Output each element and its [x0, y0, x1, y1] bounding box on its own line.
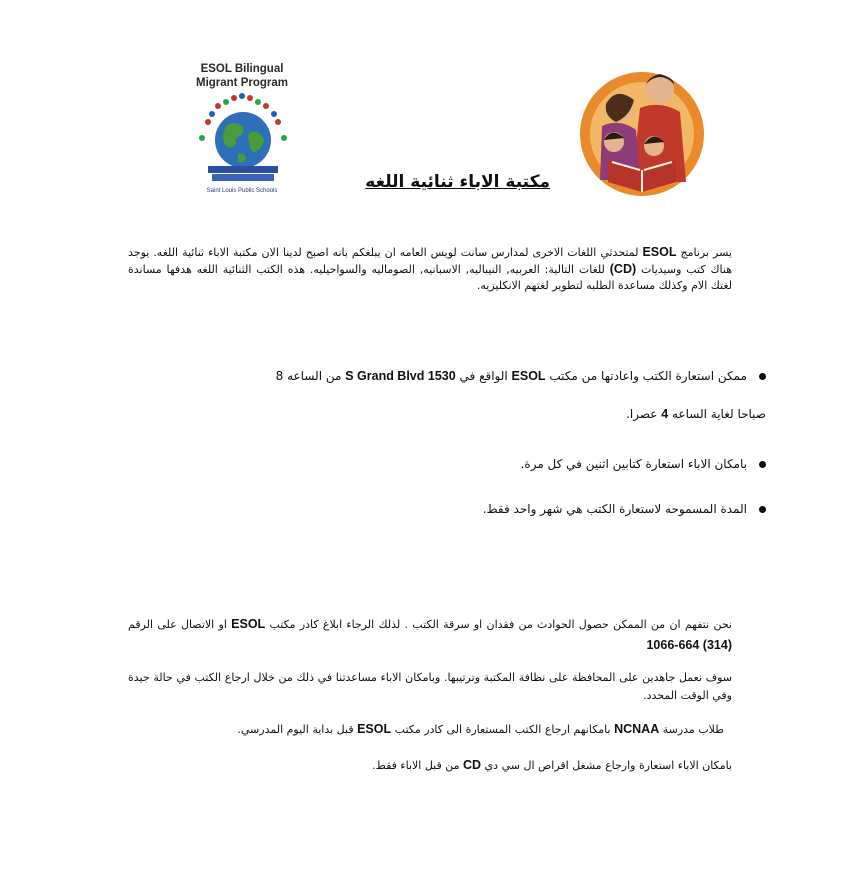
- notice-part1: نحن نتفهم ان من الممكن حصول الحوادث من فقدان او سرقة الكتب . لذلك الرجاء ابلاغ كادر مكتب: [265, 618, 732, 631]
- esol-program-logo: [176, 62, 308, 200]
- b1-part2: الواقع في: [455, 369, 512, 383]
- intro-esol: ESOL: [642, 245, 677, 259]
- b1-esol: ESOL: [511, 369, 546, 383]
- cd-part2: من قبل الاباء فقط.: [372, 759, 463, 772]
- bullet-icon: [759, 506, 766, 513]
- ncnaa-school: NCNAA: [614, 722, 660, 736]
- logo-title-line2: Migrant Program: [195, 77, 288, 89]
- cd-label: CD: [463, 758, 482, 772]
- logo-title-line1: ESOL Bilingual: [200, 63, 284, 75]
- notice-esol: ESOL: [231, 617, 266, 631]
- ncnaa-part1: طلاب مدرسة: [659, 723, 724, 736]
- notice-part2: او الاتصال على الرقم: [128, 618, 232, 631]
- intro-after: لمتحدثي اللغات الاخرى لمدارس سانت لويس العامه ان يبلغكم بانه اصبح لدينا الان مكتبة الاباء ثنائية اللغه. يوجد هناك كتب وسيديات: [128, 246, 732, 276]
- care-paragraph: سوف نعمل جاهدين على المحافظة على نظافة المكتبة وترتيبها. وبامكان الاباء مساعدتنا في ذلك من خلال ارجاع الكتب في حالة جيدة وفي الوقت المحدد.: [128, 671, 732, 702]
- bullet-icon: [759, 461, 766, 468]
- b2-text: بامكان الاباء استعارة كتابين اثنين في كل مرة.: [520, 457, 747, 471]
- ncnaa-paragraph: [128, 721, 724, 738]
- b1-cont-part1: صباحا لغاية الساعه: [668, 407, 766, 421]
- intro-cd: (CD): [609, 262, 637, 276]
- intro-rest: للغات التالية: العربيه, النيباليه, الاسبانيه, الصوماليه والسواحيليه. هذه الكتب الثنائية اللغه هدفها مساندة لغتك الام وكذلك مساعدة الطلبه لتطوير لغتهم الانكليزيه.: [128, 263, 732, 292]
- intro-paragraph: [128, 244, 732, 294]
- list-item-one-month: [300, 500, 766, 518]
- ncnaa-part3: قبل بداية اليوم المدرسي.: [237, 723, 358, 736]
- ncnaa-part2: بامكانهم ارجاع الكتب المستعارة الى كادر مكتب: [391, 723, 615, 736]
- notice-paragraph: [128, 614, 732, 656]
- page-title: مكتبة الاباء ثنائية اللغه: [365, 172, 550, 192]
- globe-with-children-icon: [188, 92, 298, 188]
- b1-address: 1530 S Grand Blvd: [345, 369, 456, 383]
- bullet-icon: [759, 373, 766, 380]
- b3-text: المدة المسموحه لاستعارة الكتب هي شهر واحد فقط.: [482, 502, 747, 516]
- logo-caption: Saint Louis Public Schools: [206, 188, 278, 194]
- list-item-borrow-location: [156, 367, 766, 385]
- b1-cont-part2: عصرا.: [626, 407, 662, 421]
- b1-part3: من الساعه 8: [275, 369, 346, 383]
- b1-cont-num: 4: [661, 407, 669, 421]
- intro-before: يسر برنامج: [676, 246, 732, 259]
- cd-part1: بامكان الاباء استعارة وارجاع مشغل اقراص ال سي دي: [481, 759, 732, 772]
- list-item-borrow-hours: [156, 405, 766, 423]
- list-item-two-books: [300, 455, 766, 473]
- logo-title: [176, 62, 308, 90]
- ncnaa-esol: ESOL: [357, 722, 392, 736]
- family-reading-icon: [572, 62, 712, 202]
- cd-player-paragraph: [128, 757, 732, 774]
- b1-part1: ممكن استعارة الكتب واعادتها من مكتب: [545, 369, 747, 383]
- phone-number: (314) 664-1066: [646, 638, 732, 652]
